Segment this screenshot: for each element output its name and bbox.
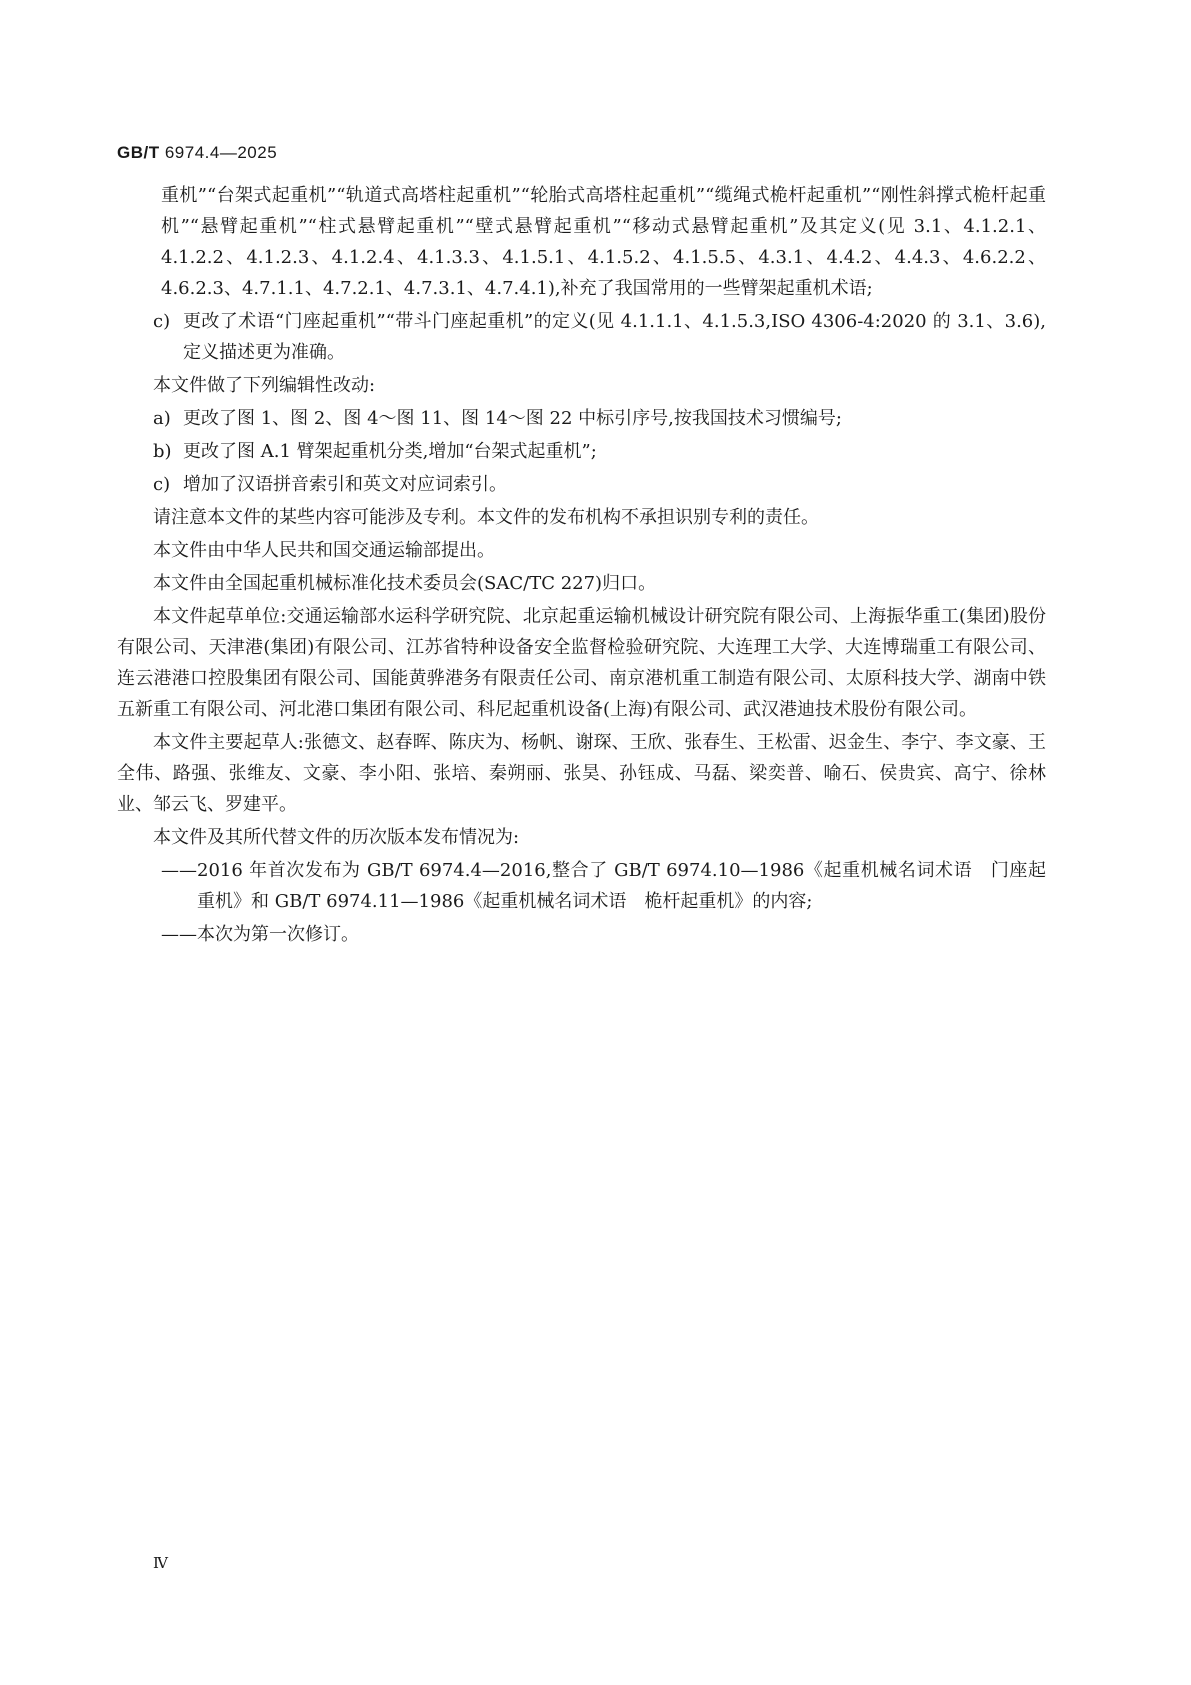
- item-label: c): [153, 474, 171, 495]
- proposed-by: 本文件由中华人民共和国交通运输部提出。: [153, 540, 495, 561]
- patent-note: 请注意本文件的某些内容可能涉及专利。本文件的发布机构不承担识别专利的责任。: [153, 507, 819, 528]
- editorial-item-a: [117, 403, 1046, 434]
- editorial-item-b: [117, 436, 1046, 467]
- version-history-intro: 本文件及其所代替文件的历次版本发布情况为:: [153, 827, 520, 848]
- main-drafters: 本文件主要起草人:张德文、赵春晖、陈庆为、杨帆、谢琛、王欣、张春生、王松雷、迟金生、李宁、李文豪、王全伟、路强、张维友、文豪、李小阳、张培、秦朔丽、张昊、孙钰成、马磊、梁奕普、喻石、侯贵宾、高宁、徐林业、邹云飞、罗建平。: [117, 732, 1046, 815]
- editorial-changes-intro: 本文件做了下列编辑性改动:: [153, 375, 376, 396]
- history-text: 本次为第一次修订。: [197, 924, 359, 945]
- version-history-item: [117, 919, 1046, 950]
- standard-number: 6974.4—2025: [164, 143, 278, 162]
- item-label: c): [153, 311, 171, 332]
- item-label: b): [153, 441, 172, 462]
- item-text: 更改了术语“门座起重机”“带斗门座起重机”的定义(见 4.1.1.1、4.1.5.3,ISO 4306-4:2020 的 3.1、3.6),定义描述更为准确。: [183, 311, 1046, 363]
- history-text: 2016 年首次发布为 GB/T 6974.4—2016,整合了 GB/T 6974.10—1986《起重机械名词术语 门座起重机》和 GB/T 6974.11—1986《起重机械名词术语 桅杆起重机》的内容;: [197, 860, 1046, 912]
- item-label: a): [153, 408, 171, 429]
- item-text: 更改了图 A.1 臂架起重机分类,增加“台架式起重机”;: [183, 441, 597, 462]
- dash-mark: ——: [161, 924, 197, 945]
- foreword-body: [117, 180, 1046, 952]
- version-history-item: [117, 855, 1046, 917]
- item-b-continuation: 重机”“台架式起重机”“轨道式高塔柱起重机”“轮胎式高塔柱起重机”“缆绳式桅杆起重机”“刚性斜撑式桅杆起重机”“悬臂起重机”“柱式悬臂起重机”“壁式悬臂起重机”“移动式悬臂起重机”及其定义(见 3.1、4.1.2.1、4.1.2.2、4.1.2.3、4.1.2.4、4.1.3.3、4.1.5.1、4.1.5.2、4.1.5.5、4.3.1、4.4.2、4.4.3、4.6.2.2、4.6.2.3、4.7.1.1、4.7.2.1、4.7.3.1、4.7.4.1),补充了我国常用的一些臂架起重机术语;: [161, 185, 1046, 299]
- managed-by: 本文件由全国起重机械标准化技术委员会(SAC/TC 227)归口。: [153, 573, 657, 594]
- dash-mark: ——: [161, 860, 197, 881]
- item-text: 增加了汉语拼音索引和英文对应词索引。: [183, 474, 507, 495]
- item-text: 更改了图 1、图 2、图 4～图 11、图 14～图 22 中标引序号,按我国技术习惯编号;: [183, 408, 842, 429]
- document-code-header: [117, 143, 277, 163]
- standard-code: GB/T: [117, 143, 160, 162]
- technical-change-item-c: [117, 306, 1046, 368]
- drafting-units: 本文件起草单位:交通运输部水运科学研究院、北京起重运输机械设计研究院有限公司、上海振华重工(集团)股份有限公司、天津港(集团)有限公司、江苏省特种设备安全监督检验研究院、大连理工大学、大连博瑞重工有限公司、连云港港口控股集团有限公司、国能黄骅港务有限责任公司、南京港机重工制造有限公司、太原科技大学、湖南中铁五新重工有限公司、河北港口集团有限公司、科尼起重机设备(上海)有限公司、武汉港迪技术股份有限公司。: [117, 606, 1046, 720]
- page-number: Ⅳ: [153, 1554, 168, 1572]
- editorial-item-c: [117, 469, 1046, 500]
